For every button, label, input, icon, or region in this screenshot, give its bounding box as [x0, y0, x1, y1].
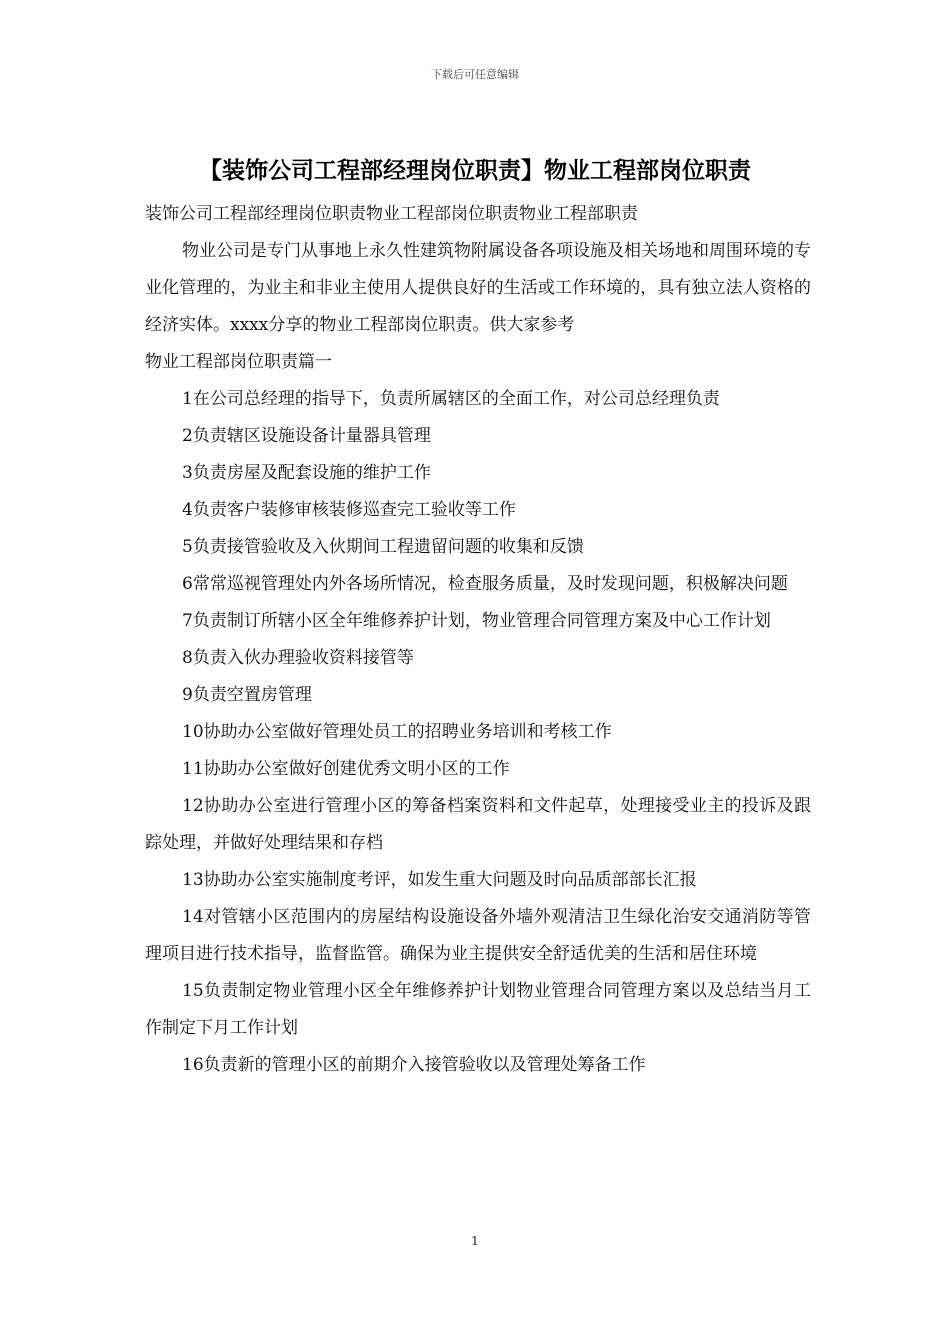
duty-item: 9负责空置房管理	[182, 685, 312, 705]
document-title: 【装饰公司工程部经理岗位职责】物业工程部岗位职责	[199, 158, 751, 184]
duty-item: 10协助办公室做好管理处员工的招聘业务培训和考核工作	[182, 722, 612, 742]
duty-item: 16负责新的管理小区的前期介入接管验收以及管理处筹备工作	[182, 1055, 646, 1075]
duty-item: 3负责房屋及配套设施的维护工作	[182, 463, 431, 483]
page-header: 下载后可任意编辑	[431, 68, 519, 81]
duty-item: 13协助办公室实施制度考评，如发生重大问题及时向品质部部长汇报	[182, 870, 697, 890]
duty-item: 2负责辖区设施设备计量器具管理	[182, 426, 431, 446]
intro-paragraph: 物业公司是专门从事地上永久性建筑物附属设备各项设施及相关场地和周围环境的专业化管理的，为业主和非业主使用人提供良好的生活或工作环境的，具有独立法人资格的经济实体。xxxx分享的物业工程部岗位职责。供大家参考	[145, 241, 811, 335]
duty-item: 4负责客户装修审核装修巡查完工验收等工作	[182, 500, 516, 520]
duty-item: 14对管辖小区范围内的房屋结构设施设备外墙外观清洁卫生绿化治安交通消防等管理项目进行技术指导，监督监管。确保为业主提供安全舒适优美的生活和居住环境	[145, 907, 811, 964]
page-number: 1	[471, 1234, 479, 1248]
duty-item: 15负责制定物业管理小区全年维修养护计划物业管理合同管理方案以及总结当月工作制定下月工作计划	[145, 981, 811, 1038]
duty-item: 11协助办公室做好创建优秀文明小区的工作	[182, 759, 510, 779]
section-heading: 物业工程部岗位职责篇一	[145, 352, 332, 372]
duty-item: 1在公司总经理的指导下，负责所属辖区的全面工作，对公司总经理负责	[182, 389, 720, 409]
document-body	[145, 196, 811, 1084]
duty-item: 5负责接管验收及入伙期间工程遗留问题的收集和反馈	[182, 537, 584, 557]
duty-item: 8负责入伙办理验收资料接管等	[182, 648, 414, 668]
document-subtitle: 装饰公司工程部经理岗位职责物业工程部岗位职责物业工程部职责	[145, 204, 638, 224]
duty-item: 6常常巡视管理处内外各场所情况，检查服务质量，及时发现问题，积极解决问题	[182, 574, 788, 594]
duty-item: 12协助办公室进行管理小区的筹备档案资料和文件起草，处理接受业主的投诉及跟踪处理，并做好处理结果和存档	[145, 796, 811, 853]
duty-item: 7负责制订所辖小区全年维修养护计划，物业管理合同管理方案及中心工作计划	[182, 611, 771, 631]
